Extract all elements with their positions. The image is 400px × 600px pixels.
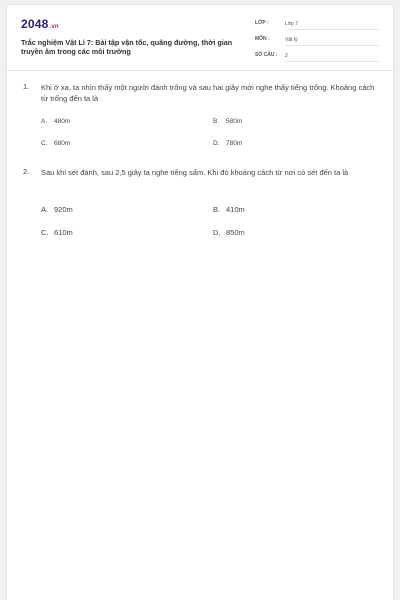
meta-subject-value: Vật lý xyxy=(285,35,379,46)
meta-class-value: Lớp 7 xyxy=(285,19,379,30)
question-1 xyxy=(23,82,377,162)
logo-text: 2048 xyxy=(21,17,49,31)
option-d[interactable] xyxy=(213,140,242,147)
option-c[interactable] xyxy=(41,140,70,147)
option-text: 780m xyxy=(226,140,243,147)
document-page xyxy=(6,4,394,600)
meta-subject-label: MÔN : xyxy=(255,36,270,42)
option-letter: B. xyxy=(213,118,220,125)
option-letter: D. xyxy=(213,140,220,147)
meta-count-label: SỐ CÂU : xyxy=(255,52,278,58)
option-letter: C. xyxy=(41,140,48,147)
question-number: 1. xyxy=(23,82,30,91)
option-text: 920m xyxy=(54,205,73,214)
meta-class-row xyxy=(255,18,381,30)
question-text: Sau khi sét đánh, sau 2,5 giây ta nghe tiếng sấm. Khi đó khoảng cách từ nơi có sét đến ta là xyxy=(41,168,349,177)
option-a[interactable] xyxy=(41,205,73,214)
option-letter: C. xyxy=(41,228,49,237)
option-text: 680m xyxy=(54,140,71,147)
option-letter: B. xyxy=(213,205,221,214)
option-letter: A. xyxy=(41,118,48,125)
document-header xyxy=(7,5,393,71)
option-c[interactable] xyxy=(41,228,73,237)
meta-subject-row xyxy=(255,34,381,46)
meta-count-row xyxy=(255,50,381,62)
option-a[interactable] xyxy=(41,118,70,125)
site-logo[interactable] xyxy=(21,17,59,31)
option-b[interactable] xyxy=(213,205,245,214)
option-letter: D. xyxy=(213,228,221,237)
option-text: 850m xyxy=(226,228,245,237)
option-text: 480m xyxy=(54,118,71,125)
option-text: 610m xyxy=(54,228,73,237)
option-d[interactable] xyxy=(213,228,245,237)
question-number: 2. xyxy=(23,167,30,176)
logo-tld: .vn xyxy=(49,24,59,30)
option-letter: A. xyxy=(41,205,49,214)
meta-class-label: LỚP : xyxy=(255,20,269,26)
document-title: Trắc nghiệm Vật Lí 7: Bài tập vận tốc, quãng đường, thời gian truyền âm trong các môi trường xyxy=(21,38,233,56)
meta-count-value: 2 xyxy=(285,51,379,62)
option-text: 580m xyxy=(226,118,243,125)
option-text: 410m xyxy=(226,205,245,214)
question-2 xyxy=(23,167,377,247)
option-b[interactable] xyxy=(213,118,242,125)
question-text: Khi ở xa, ta nhìn thấy một người đánh trống và sau hai giây mới nghe thấy tiếng trống. Khoảng cách từ trống đến ta là xyxy=(41,83,375,103)
